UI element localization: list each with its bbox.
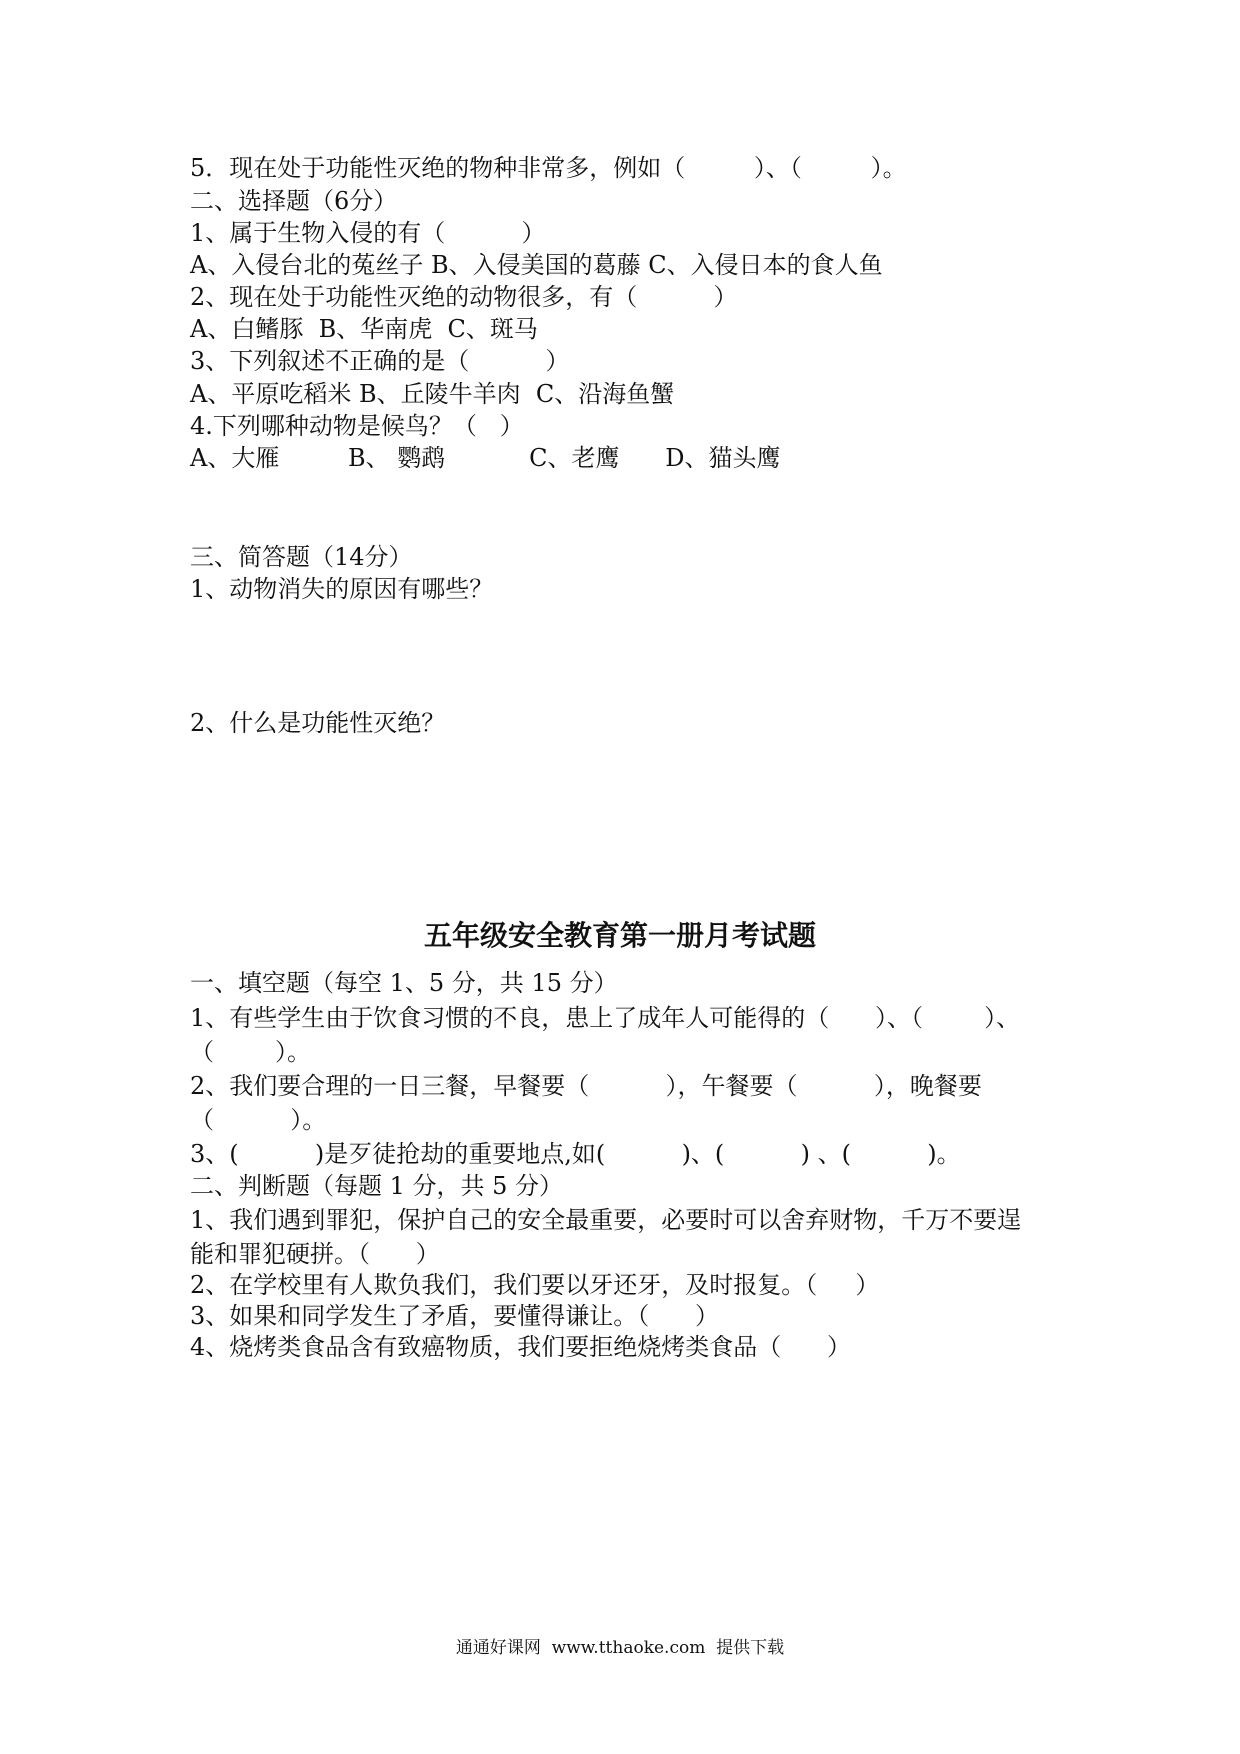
short-answer-question-1: 1、动物消失的原因有哪些？ bbox=[190, 575, 494, 603]
choice-question-4: 4.下列哪种动物是候鸟？（ ） bbox=[190, 412, 524, 440]
section-heading-choice: 二、选择题（6分） bbox=[190, 187, 398, 215]
footer-source: 通通好课网 www.tthaoke.com 提供下载 bbox=[455, 1638, 785, 1658]
choice-options-2: A、白鳍豚 B、华南虎 C、斑马 bbox=[190, 315, 538, 343]
section-heading-judge: 二、判断题（每题 1 分，共 5 分） bbox=[190, 1172, 564, 1200]
fill-question-1-line-1: 1、有些学生由于饮食习惯的不良，患上了成年人可能得的（ ）、（ ）、 bbox=[190, 1004, 1021, 1032]
choice-options-3: A、平原吃稻米 B、丘陵牛羊肉 C、沿海鱼蟹 bbox=[190, 380, 675, 408]
judge-question-2: 2、在学校里有人欺负我们，我们要以牙还牙，及时报复。（ ） bbox=[190, 1271, 880, 1299]
fill-question-1-line-2: （ ）。 bbox=[190, 1038, 312, 1066]
short-answer-question-2: 2、什么是功能性灭绝？ bbox=[190, 709, 446, 737]
judge-question-4: 4、烧烤类食品含有致癌物质，我们要拒绝烧烤类食品（ ） bbox=[190, 1333, 852, 1361]
fill-question-3: 3、( )是歹徒抢劫的重要地点,如( )、( ) 、( )。 bbox=[190, 1140, 961, 1168]
judge-question-1-line-1: 1、我们遇到罪犯，保护自己的安全最重要，必要时可以舍弃财物，千万不要逞 bbox=[190, 1206, 1022, 1234]
fill-question-2-line-2: （ ）。 bbox=[190, 1106, 327, 1134]
choice-question-2: 2、现在处于功能性灭绝的动物很多，有（ ） bbox=[190, 283, 738, 311]
section-heading-short-answer: 三、简答题（14分） bbox=[190, 543, 413, 571]
choice-options-4: A、大雁 B、 鹦鹉 C、老鹰 D、猫头鹰 bbox=[190, 444, 781, 472]
judge-question-1-line-2: 能和罪犯硬拼。（ ） bbox=[190, 1240, 440, 1268]
choice-question-1: 1、属于生物入侵的有（ ） bbox=[190, 219, 546, 247]
exam-title: 五年级安全教育第一册月考试题 bbox=[423, 919, 816, 952]
section-heading-fill: 一、填空题（每空 1、5 分，共 15 分） bbox=[190, 969, 618, 997]
choice-question-3: 3、下列叙述不正确的是（ ） bbox=[190, 347, 570, 375]
choice-options-1: A、入侵台北的菟丝子 B、入侵美国的葛藤 C、入侵日本的食人鱼 bbox=[190, 251, 883, 279]
fill-question-5: 5．现在处于功能性灭绝的物种非常多，例如（ ）、（ ）。 bbox=[190, 154, 907, 182]
judge-question-3: 3、如果和同学发生了矛盾，要懂得谦让。（ ） bbox=[190, 1302, 720, 1330]
fill-question-2-line-1: 2、我们要合理的一日三餐，早餐要（ ），午餐要（ ），晚餐要 bbox=[190, 1072, 982, 1100]
